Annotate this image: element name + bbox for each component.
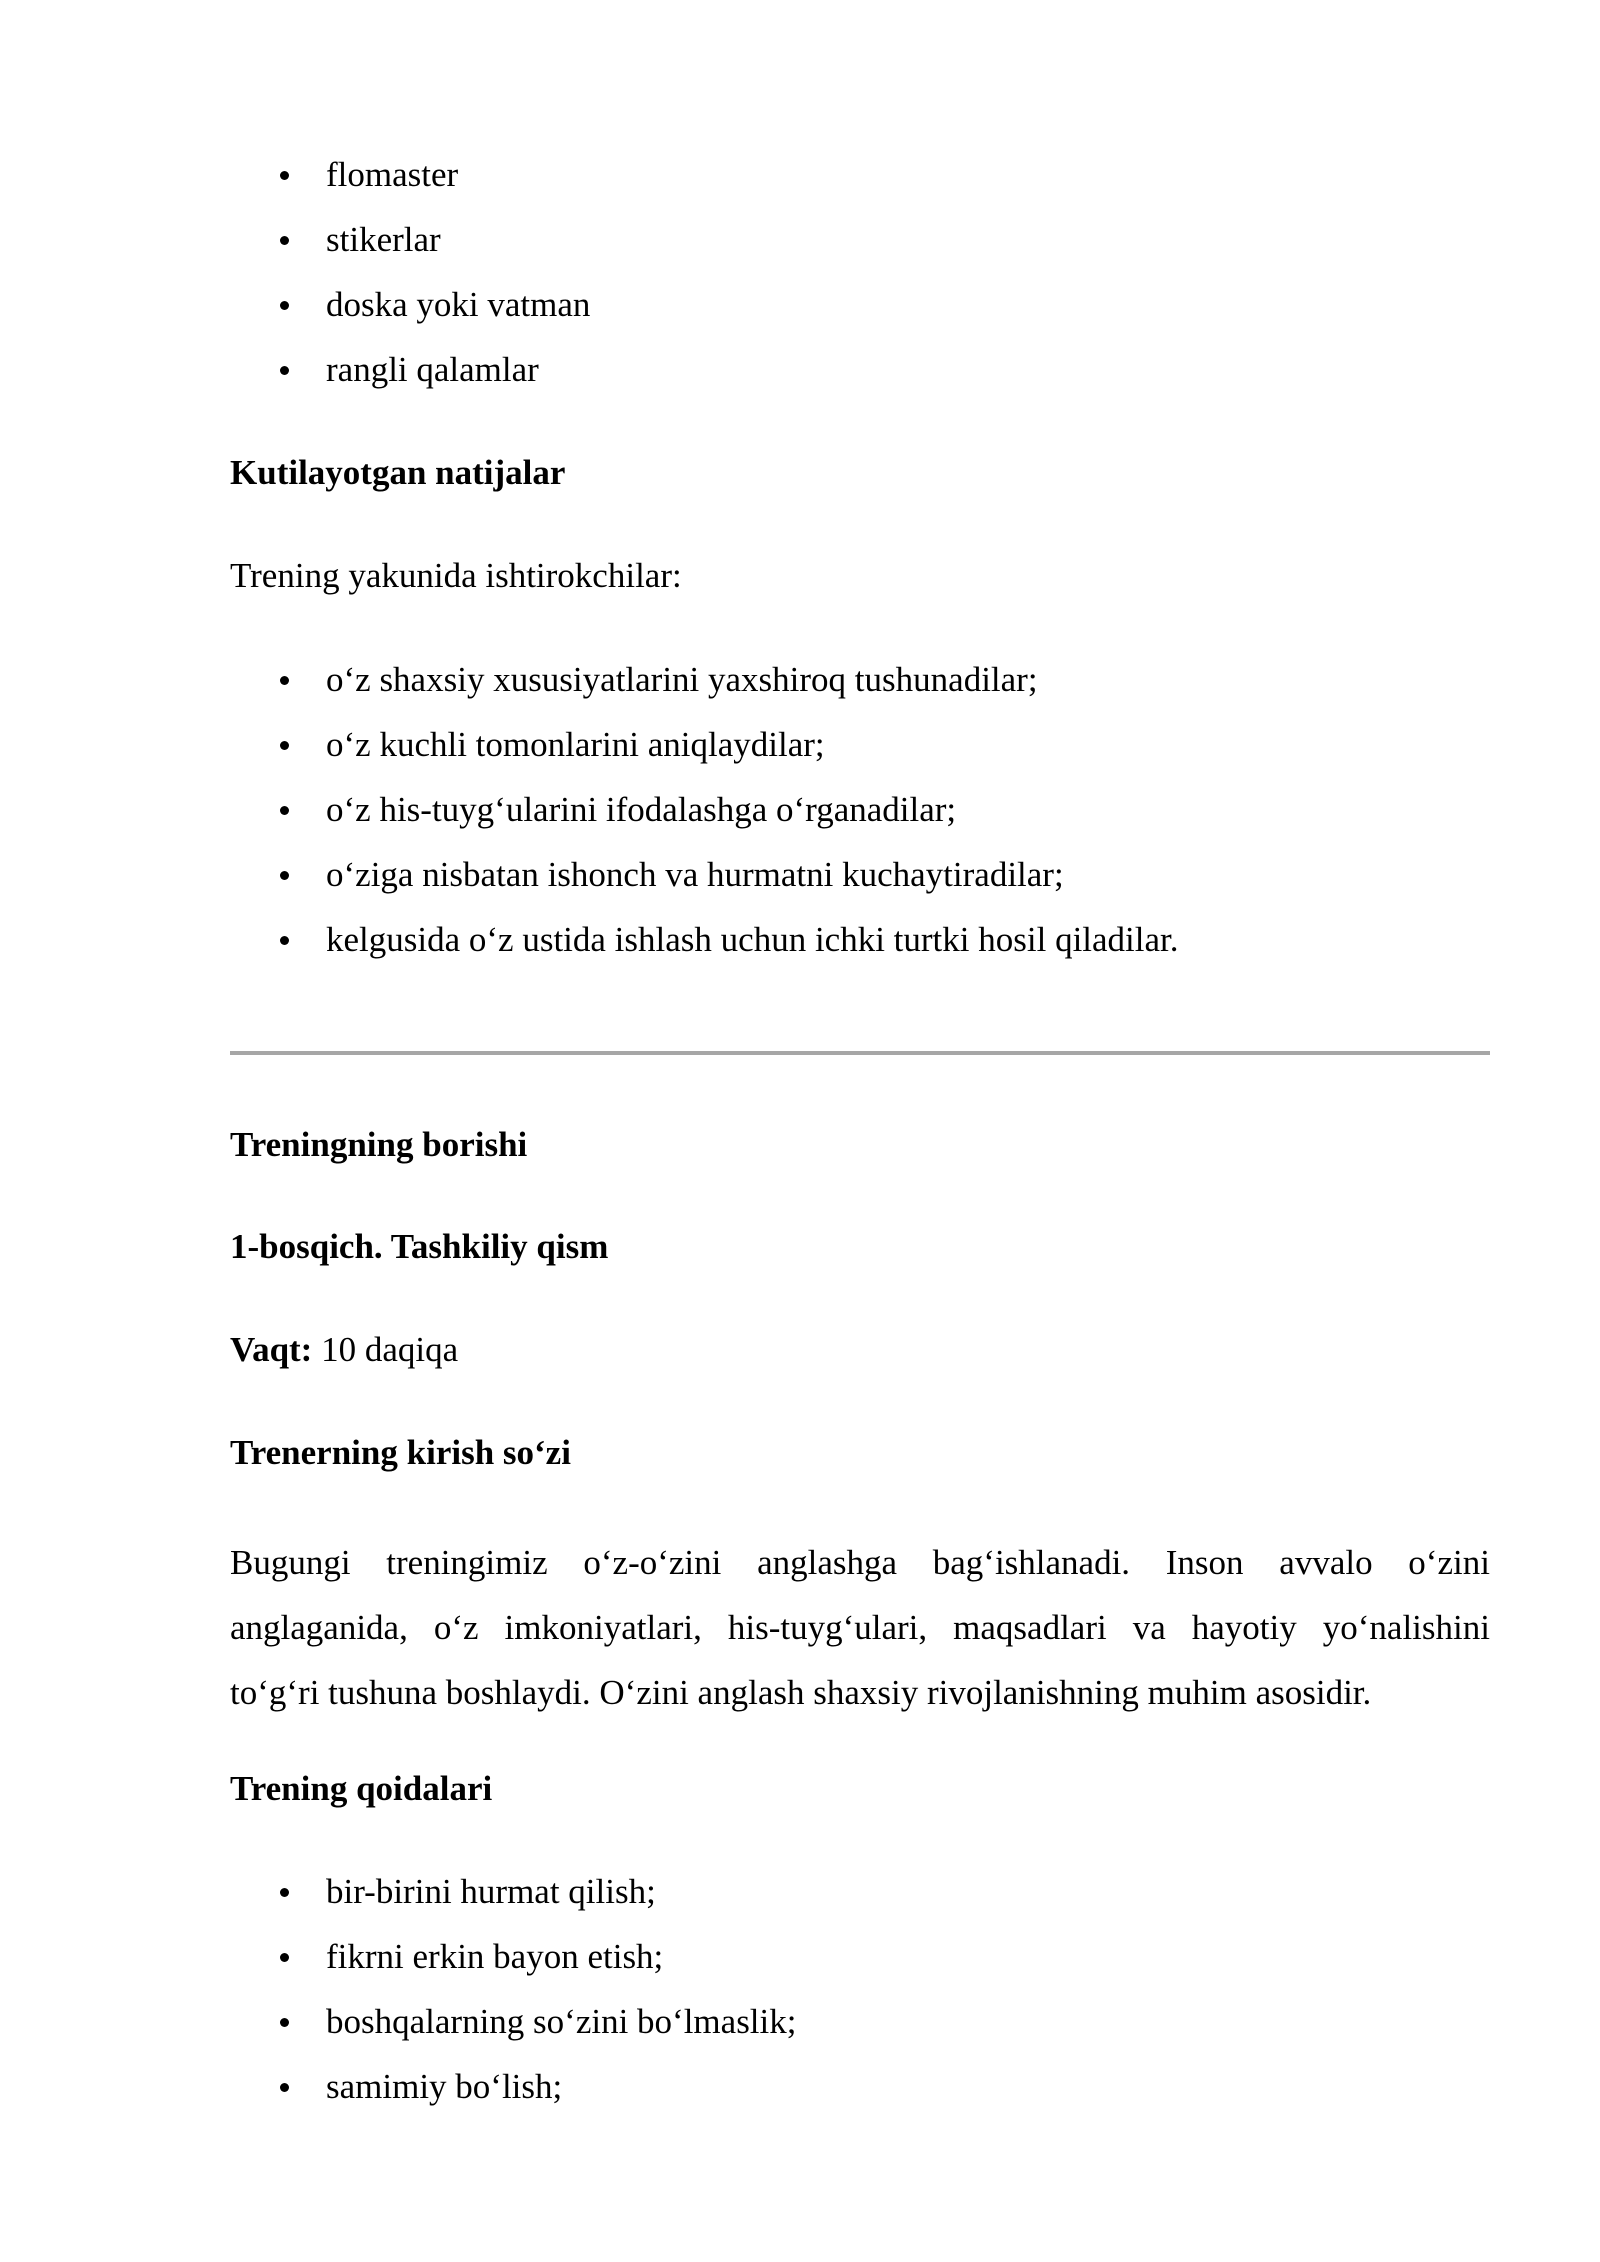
time-line (230, 1325, 1490, 1375)
list-item-text: kelgusida o‘z ustida ishlash uchun ichki turtki hosil qiladilar. (326, 920, 1179, 959)
bullet-icon (280, 806, 289, 815)
paragraph-word: anglashga (757, 1543, 898, 1582)
bullet-icon (280, 236, 289, 245)
results-intro-text: Trening yakunida ishtirokchilar: (230, 556, 682, 595)
list-item (0, 915, 1600, 965)
bullet-icon (280, 741, 289, 750)
paragraph-word: avvalo (1279, 1543, 1373, 1582)
paragraph-line (230, 1595, 1490, 1660)
paragraph-word: anglaganida, (230, 1608, 408, 1647)
list-item-text: o‘z his-tuyg‘ularini ifodalashga o‘rganadilar; (326, 790, 957, 829)
bullet-icon (280, 2018, 289, 2027)
bullet-icon (280, 366, 289, 375)
paragraph-word: imkoniyatlari, (504, 1608, 702, 1647)
list-item-text: bir-birini hurmat qilish; (326, 1872, 656, 1911)
bullet-icon (280, 2083, 289, 2092)
paragraph-word: treningimiz (386, 1543, 548, 1582)
list-item-text: o‘z kuchli tomonlarini aniqlaydilar; (326, 725, 825, 764)
paragraph-word: o‘zini (1408, 1543, 1490, 1582)
stage-heading: 1-bosqich. Tashkiliy qism (230, 1227, 609, 1266)
list-item (0, 280, 1600, 330)
bullet-icon (280, 1888, 289, 1897)
rules-heading: Trening qoidalari (230, 1769, 493, 1808)
paragraph-line (230, 1530, 1490, 1595)
list-item (0, 345, 1600, 395)
bullet-icon (280, 676, 289, 685)
list-item-text: stikerlar (326, 220, 441, 259)
list-item (0, 1997, 1600, 2047)
time-value: 10 daqiqa (312, 1330, 459, 1369)
list-item (0, 655, 1600, 705)
list-item (0, 850, 1600, 900)
list-item-text: fikrni erkin bayon etish; (326, 1937, 664, 1976)
list-item-text: rangli qalamlar (326, 350, 539, 389)
list-item-text: o‘ziga nisbatan ishonch va hurmatni kuchaytiradilar; (326, 855, 1064, 894)
section-heading-procedure: Treningning borishi (230, 1125, 528, 1164)
bullet-icon (280, 871, 289, 880)
list-item-text: doska yoki vatman (326, 285, 591, 324)
intro-heading: Trenerning kirish so‘zi (230, 1433, 571, 1472)
paragraph-word: maqsadlari (953, 1608, 1107, 1647)
list-item (0, 785, 1600, 835)
list-item (0, 1867, 1600, 1917)
list-item-text: boshqalarning so‘zini bo‘lmaslik; (326, 2002, 797, 2041)
bullet-icon (280, 301, 289, 310)
list-item (0, 215, 1600, 265)
list-item-text: flomaster (326, 155, 459, 194)
paragraph-word: hayotiy (1191, 1608, 1297, 1647)
section-heading-results: Kutilayotgan natijalar (230, 453, 566, 492)
paragraph-word: Inson (1165, 1543, 1244, 1582)
list-item (0, 1932, 1600, 1982)
bullet-icon (280, 1953, 289, 1962)
bullet-icon (280, 936, 289, 945)
list-item (0, 720, 1600, 770)
paragraph-line: to‘g‘ri tushuna boshlaydi. O‘zini anglash shaxsiy rivojlanishning muhim asosidir. (230, 1673, 1372, 1712)
bullet-icon (280, 171, 289, 180)
paragraph-word: o‘z-o‘zini (583, 1543, 722, 1582)
list-item (0, 150, 1600, 200)
paragraph-word: bag‘ishlanadi. (932, 1543, 1131, 1582)
list-item-text: samimiy bo‘lish; (326, 2067, 563, 2106)
intro-paragraph (230, 1530, 1490, 1725)
paragraph-word: Bugungi (230, 1543, 351, 1582)
horizontal-divider (230, 1051, 1490, 1055)
time-label: Vaqt: (230, 1330, 313, 1369)
list-item-text: o‘z shaxsiy xususiyatlarini yaxshiroq tushunadilar; (326, 660, 1038, 699)
paragraph-word: his-tuyg‘ulari, (727, 1608, 928, 1647)
list-item (0, 2062, 1600, 2112)
paragraph-word: va (1132, 1608, 1166, 1647)
paragraph-word: o‘z (433, 1608, 479, 1647)
paragraph-word: yo‘nalishini (1322, 1608, 1490, 1647)
